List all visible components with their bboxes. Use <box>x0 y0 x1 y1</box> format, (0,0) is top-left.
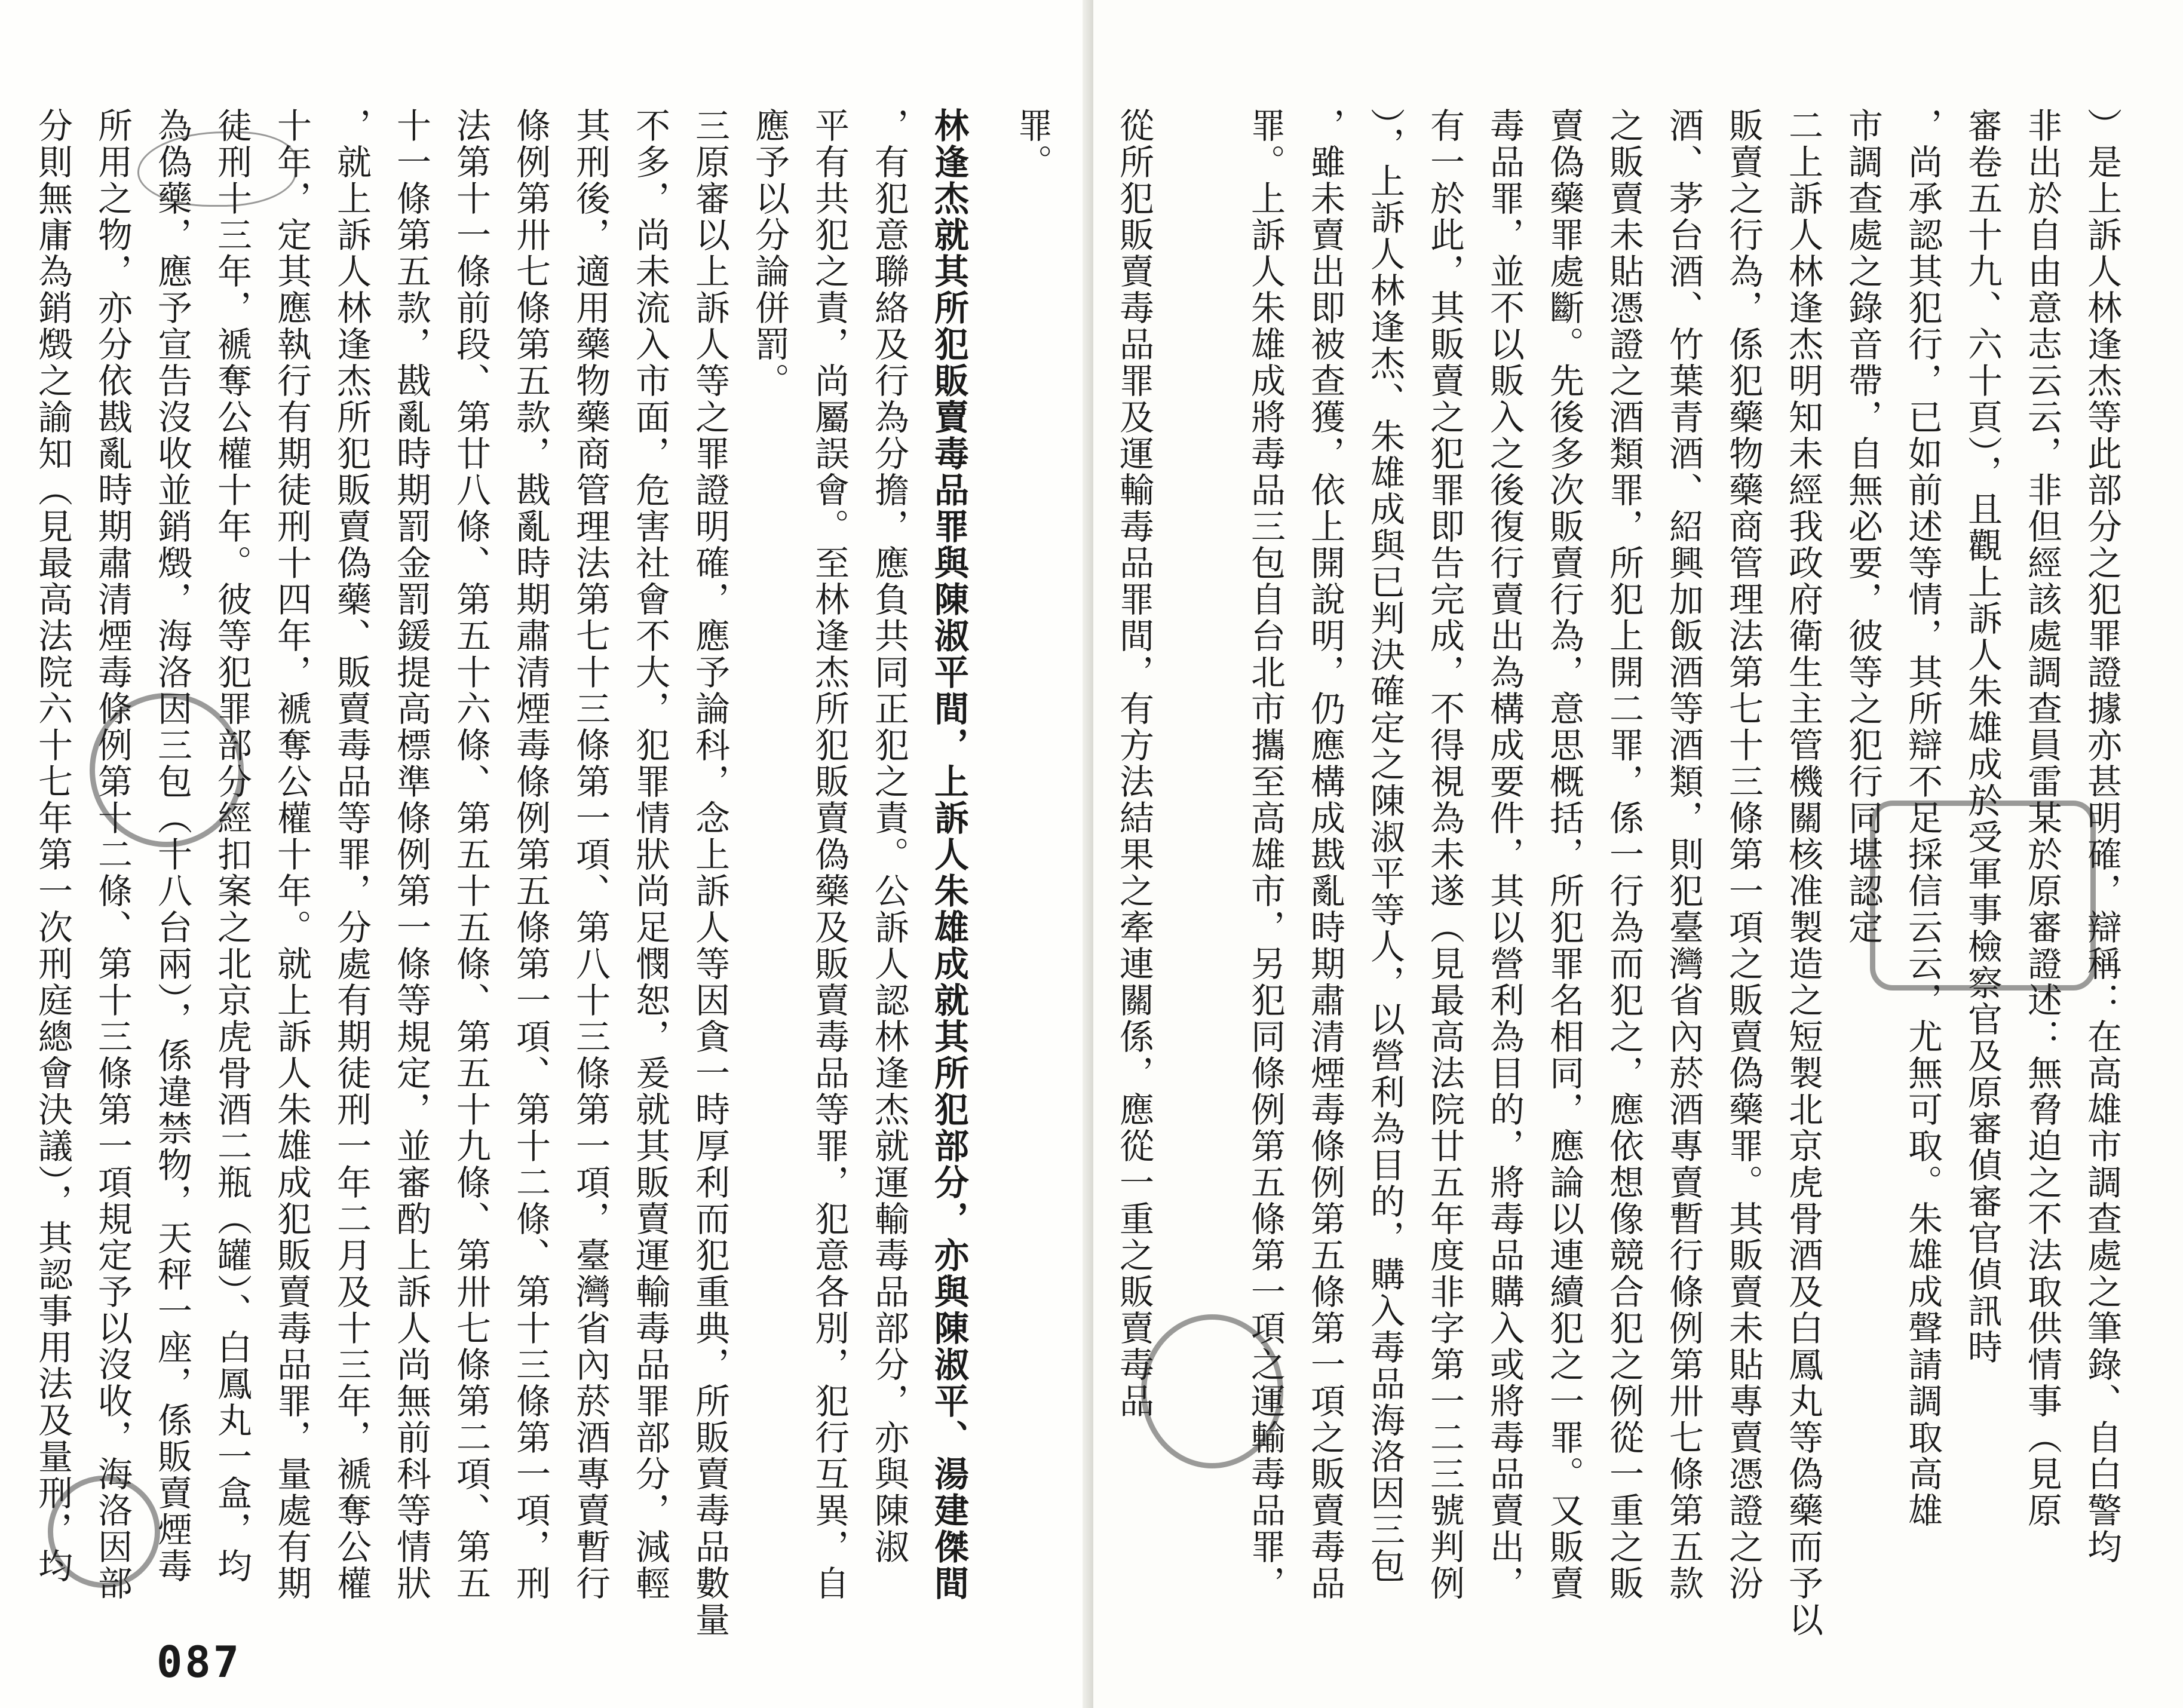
text-column: ，就上訴人林逢杰所犯販賣偽藥、販賣毒品等罪，分處有期徒刑一年二月及十三年，褫奪公權 <box>331 108 372 1602</box>
text-column: 所用之物，亦分依戡亂時期肅清煙毒條例第十二條、第十三條第一項規定予以沒收，海洛因部 <box>92 108 133 1602</box>
text-column: 平有共犯之責，尚屬誤會。至林逢杰所犯販賣偽藥及販賣毒品等罪，犯意各別，犯行互異，自 <box>809 108 850 1602</box>
seal-stamp <box>48 1476 160 1588</box>
text-column: 賣偽藥罪處斷。先後多次販賣行為，意思概括，所犯罪名相同，應論以連續犯之一罪。又販賣 <box>1544 108 1584 1602</box>
text-column: 從所犯販賣毒品罪及運輸毒品罪間，有方法結果之牽連關係，應從一重之販賣毒品 <box>1114 108 1154 1419</box>
text-column: 非出於自由意志云云，非但經該處調查員雷某於原審證述：無脅迫之不法取供情事（見原 <box>2022 108 2062 1529</box>
text-column: 林逢杰就其所犯販賣毒品罪與陳淑平間，上訴人朱雄成就其所犯部分，亦與陳淑平、湯建傑間 <box>928 108 969 1602</box>
text-column: 毒品罪，並不以販入之後復行賣出為構成要件，其以營利為目的，將毒品購入或將毒品賣出， <box>1484 108 1525 1602</box>
text-column: 應予以分論併罰。 <box>749 108 790 399</box>
text-column: 販賣之行為，係犯藥物藥商管理法第七十三條第一項之販賣偽藥罪。其販賣未貼專賣憑證之汾 <box>1723 108 1764 1602</box>
text-column: ，有犯意聯絡及行為分擔，應負共同正犯之責。公訴人認林逢杰就運輸毒品部分，亦與陳淑 <box>869 108 909 1565</box>
text-column: 分則無庸為銷燬之諭知（見最高法院六十七年第一次刑庭總會決議），其認事用法及量刑，均 <box>32 108 73 1584</box>
text-column: 二上訴人林逢杰明知未經我政府衛生主管機關核准製造之短製北京虎骨酒及白鳳丸等偽藥而予以 <box>1783 108 1823 1638</box>
text-column: 有一於此，其販賣之犯罪即告完成，不得視為未遂（見最高法院廿五年度非字第一二三號判例 <box>1424 108 1465 1602</box>
text-column: 三原審以上訴人等之罪證明確，應予論科，念上訴人等因貪一時厚利而犯重典，所販賣毒品數量 <box>689 108 730 1638</box>
text-column: 酒、茅台酒、竹葉青酒、紹興加飯酒等酒類，則犯臺灣省內菸酒專賣暫行條例第卅七條第五款 <box>1663 108 1704 1602</box>
text-column: 十年，定其應執行有期徒刑十四年，褫奪公權十年。就上訴人朱雄成犯販賣毒品罪，量處有期 <box>271 108 312 1602</box>
text-column: 其刑後，適用藥物藥商管理法第七十三條第一項、第八十三條第一項，臺灣省內菸酒專賣暫行 <box>570 108 611 1602</box>
text-column: 條例第卅七條第五款，戡亂時期肅清煙毒條例第五條第一項、第十二條、第十三條第一項，刑 <box>510 108 551 1602</box>
seal-stamp <box>1870 801 2096 991</box>
text-column: 不多，尚未流入市面，危害社會不大，犯罪情狀尚足憫恕，爰就其販賣運輸毒品罪部分，減輕 <box>630 108 670 1602</box>
text-column: 徒刑十三年，褫奪公權十年。彼等犯罪部分經扣案之北京虎骨酒二瓶（罐）、白鳳丸一盒，均 <box>211 108 252 1584</box>
text-column: 審卷五十九、六十頁），且觀上訴人朱雄成於受軍事檢察官及原審偵審官偵訊時 <box>1962 108 2003 1366</box>
seal-stamp <box>1141 1314 1283 1468</box>
seal-stamp <box>90 693 244 847</box>
text-column: 法第十一條前段、第廿八條、第五十六條、第五十五條、第五十九條、第卅七條第二項、第五 <box>450 108 491 1602</box>
text-column: 市調查處之錄音帶，自無必要，彼等之犯行同堪認定 <box>1842 108 1883 946</box>
page-number: 087 <box>157 1637 242 1687</box>
text-column: 罪。 <box>1012 108 1053 180</box>
text-column: 為偽藥，應予宣告沒收並銷燬，海洛因三包（十八台兩），係違禁物，天秤一座，係販賣煙毒 <box>152 108 192 1584</box>
text-column: ，尚承認其犯行，已如前述等情，其所辯不足採信云云，尤無可取。朱雄成聲請調取高雄 <box>1902 108 1943 1529</box>
text-column: 罪。上訴人朱雄成將毒品三包自台北市攜至高雄市，另犯同條例第五條第一項之運輸毒品罪， <box>1245 108 1286 1602</box>
text-column: ）是上訴人林逢杰等此部分之犯罪證據亦甚明確，辯稱：在高雄市調查處之筆錄、自白警均 <box>2081 108 2122 1565</box>
text-column: ，雖未賣出即被查獲，依上開說明，仍應構成戡亂時期肅清煙毒條例第五條第一項之販賣毒品 <box>1305 108 1345 1602</box>
right-page <box>1093 0 2183 1708</box>
text-column: 之販賣未貼憑證之酒類罪，所犯上開二罪，係一行為而犯之，應依想像競合犯之例從一重之販 <box>1603 108 1644 1602</box>
text-column: ），上訴人林逢杰、朱雄成與已判決確定之陳淑平等人，以營利為目的，購入毒品海洛因三包 <box>1365 108 1405 1584</box>
text-column: 十一條第五款，戡亂時期罰金罰鍰提高標準條例第一條等規定，並審酌上訴人尚無前科等情狀 <box>391 108 431 1602</box>
